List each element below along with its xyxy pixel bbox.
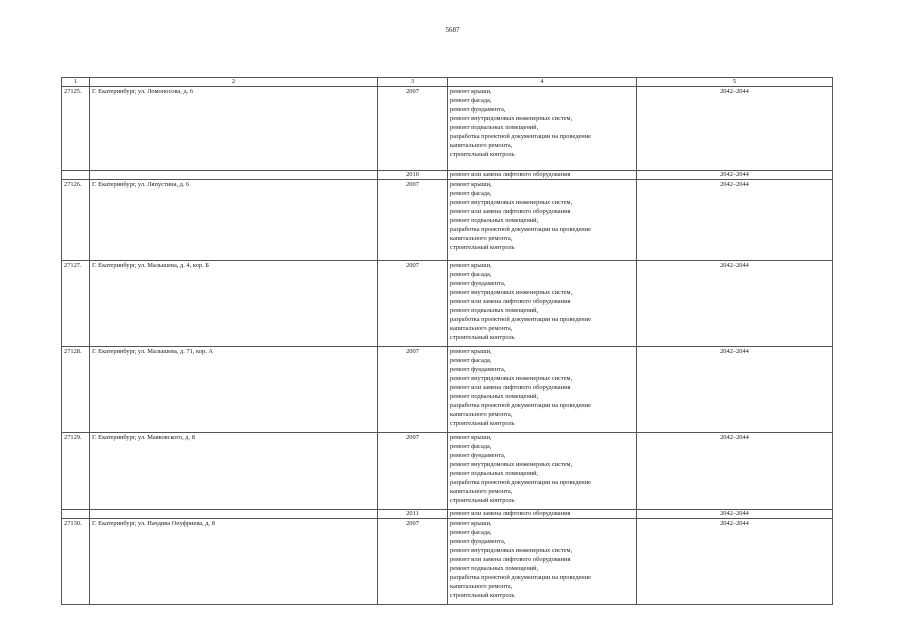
subrow-work: ремонт или замена лифтового оборудования xyxy=(448,510,637,519)
subrow-term: 2042–2044 xyxy=(637,510,833,519)
work-item: ремонт подвальных помещений, xyxy=(450,393,539,400)
subrow-term: 2042–2044 xyxy=(637,171,833,180)
work-item: ремонт или замена лифтового оборудования xyxy=(450,208,571,215)
work-item: ремонт фасада, xyxy=(450,190,492,197)
work-item: строительный контроль xyxy=(450,592,515,599)
row-works xyxy=(448,87,637,171)
work-item: ремонт подвальных помещений, xyxy=(450,124,539,131)
work-item: ремонт фасада, xyxy=(450,271,492,278)
table-row xyxy=(62,180,833,261)
row-works xyxy=(448,433,637,510)
work-item: ремонт подвальных помещений, xyxy=(450,307,539,314)
work-item: строительный контроль xyxy=(450,334,515,341)
row-number: 27128. xyxy=(62,347,90,433)
row-works xyxy=(448,261,637,347)
work-item: капитального ремонта, xyxy=(450,142,513,149)
work-item: ремонт внутридомовых инженерных систем, xyxy=(450,461,573,468)
work-item: капитального ремонта, xyxy=(450,583,513,590)
row-number: 27127. xyxy=(62,261,90,347)
row-number: 27130. xyxy=(62,519,90,605)
row-year: 2007 xyxy=(378,261,448,347)
work-item: капитального ремонта, xyxy=(450,488,513,495)
work-item: ремонт крыши, xyxy=(450,348,492,355)
work-item: ремонт фасада, xyxy=(450,97,492,104)
subrow-number-empty xyxy=(62,510,90,519)
row-year: 2007 xyxy=(378,87,448,171)
work-item: ремонт внутридомовых инженерных систем, xyxy=(450,199,573,206)
work-item: ремонт крыши, xyxy=(450,434,492,441)
subrow-number-empty xyxy=(62,171,90,180)
capital-repair-table xyxy=(61,77,833,605)
row-term: 2042–2044 xyxy=(637,180,833,261)
subrow-address-empty xyxy=(90,171,378,180)
subrow-year: 2011 xyxy=(378,510,448,519)
row-address: Г. Екатеринбург, ул. Маяковского, д. 8 xyxy=(90,433,378,510)
subrow-address-empty xyxy=(90,510,378,519)
work-item: ремонт фундамента, xyxy=(450,106,506,113)
table-subrow xyxy=(62,171,833,180)
work-item: строительный контроль xyxy=(450,244,515,251)
work-item: ремонт подвальных помещений, xyxy=(450,470,539,477)
work-item: ремонт фундамента, xyxy=(450,366,506,373)
work-item: строительный контроль xyxy=(450,151,515,158)
work-item: ремонт крыши, xyxy=(450,520,492,527)
work-item: ремонт крыши, xyxy=(450,88,492,95)
work-item: ремонт крыши, xyxy=(450,262,492,269)
row-address: Г. Екатеринбург, ул. Ломоносова, д. 6 xyxy=(90,87,378,171)
row-address: Г. Екатеринбург, ул. Малышева, д. 4, кор. Б xyxy=(90,261,378,347)
work-item: ремонт фасада, xyxy=(450,443,492,450)
work-item: разработка проектной документации на проведение xyxy=(450,479,591,486)
work-item: ремонт внутридомовых инженерных систем, xyxy=(450,375,573,382)
row-term: 2042–2044 xyxy=(637,519,833,605)
page-number: 5687 xyxy=(445,26,460,34)
work-item: разработка проектной документации на проведение xyxy=(450,402,591,409)
work-item: ремонт внутридомовых инженерных систем, xyxy=(450,115,573,122)
table-row xyxy=(62,261,833,347)
row-number: 27129. xyxy=(62,433,90,510)
row-address: Г. Екатеринбург, ул. Ляпустина, д. 6 xyxy=(90,180,378,261)
row-address: Г. Екатеринбург, ул. Малышева, д. 71, кор. А xyxy=(90,347,378,433)
table-header-row xyxy=(62,78,833,87)
row-term: 2042–2044 xyxy=(637,347,833,433)
work-item: ремонт внутридомовых инженерных систем, xyxy=(450,547,573,554)
row-works xyxy=(448,347,637,433)
header-col-5: 5 xyxy=(637,78,833,87)
subrow-year: 2010 xyxy=(378,171,448,180)
header-col-3: 3 xyxy=(378,78,448,87)
row-year: 2007 xyxy=(378,433,448,510)
work-item: ремонт или замена лифтового оборудования xyxy=(450,556,571,563)
header-col-2: 2 xyxy=(90,78,378,87)
work-item: ремонт фундамента, xyxy=(450,538,506,545)
header-col-1: 1 xyxy=(62,78,90,87)
row-works xyxy=(448,519,637,605)
table-row xyxy=(62,433,833,510)
table-subrow xyxy=(62,510,833,519)
work-item: разработка проектной документации на проведение xyxy=(450,574,591,581)
row-year: 2007 xyxy=(378,519,448,605)
row-year: 2007 xyxy=(378,180,448,261)
table-row xyxy=(62,87,833,171)
row-term: 2042–2044 xyxy=(637,87,833,171)
work-item: разработка проектной документации на проведение xyxy=(450,133,591,140)
work-item: разработка проектной документации на проведение xyxy=(450,316,591,323)
subrow-work: ремонт или замена лифтового оборудования xyxy=(448,171,637,180)
work-item: ремонт фасада, xyxy=(450,357,492,364)
work-item: ремонт фасада, xyxy=(450,529,492,536)
work-item: строительный контроль xyxy=(450,420,515,427)
row-address: Г. Екатеринбург, ул. Начдива Онуфриева, д. 8 xyxy=(90,519,378,605)
row-term: 2042–2044 xyxy=(637,261,833,347)
work-item: ремонт подвальных помещений, xyxy=(450,565,539,572)
row-works xyxy=(448,180,637,261)
row-number: 27126. xyxy=(62,180,90,261)
table-row xyxy=(62,347,833,433)
work-item: ремонт фундамента, xyxy=(450,280,506,287)
work-item: ремонт фундамента, xyxy=(450,452,506,459)
work-item: ремонт подвальных помещений, xyxy=(450,217,539,224)
work-item: капитального ремонта, xyxy=(450,411,513,418)
header-col-4: 4 xyxy=(448,78,637,87)
row-year: 2007 xyxy=(378,347,448,433)
row-number: 27125. xyxy=(62,87,90,171)
work-item: ремонт крыши, xyxy=(450,181,492,188)
work-item: капитального ремонта, xyxy=(450,235,513,242)
work-item: ремонт или замена лифтового оборудования xyxy=(450,298,571,305)
work-item: ремонт внутридомовых инженерных систем, xyxy=(450,289,573,296)
work-item: разработка проектной документации на проведение xyxy=(450,226,591,233)
work-item: ремонт или замена лифтового оборудования xyxy=(450,384,571,391)
work-item: строительный контроль xyxy=(450,497,515,504)
table-row xyxy=(62,519,833,605)
row-term: 2042–2044 xyxy=(637,433,833,510)
work-item: капитального ремонта, xyxy=(450,325,513,332)
